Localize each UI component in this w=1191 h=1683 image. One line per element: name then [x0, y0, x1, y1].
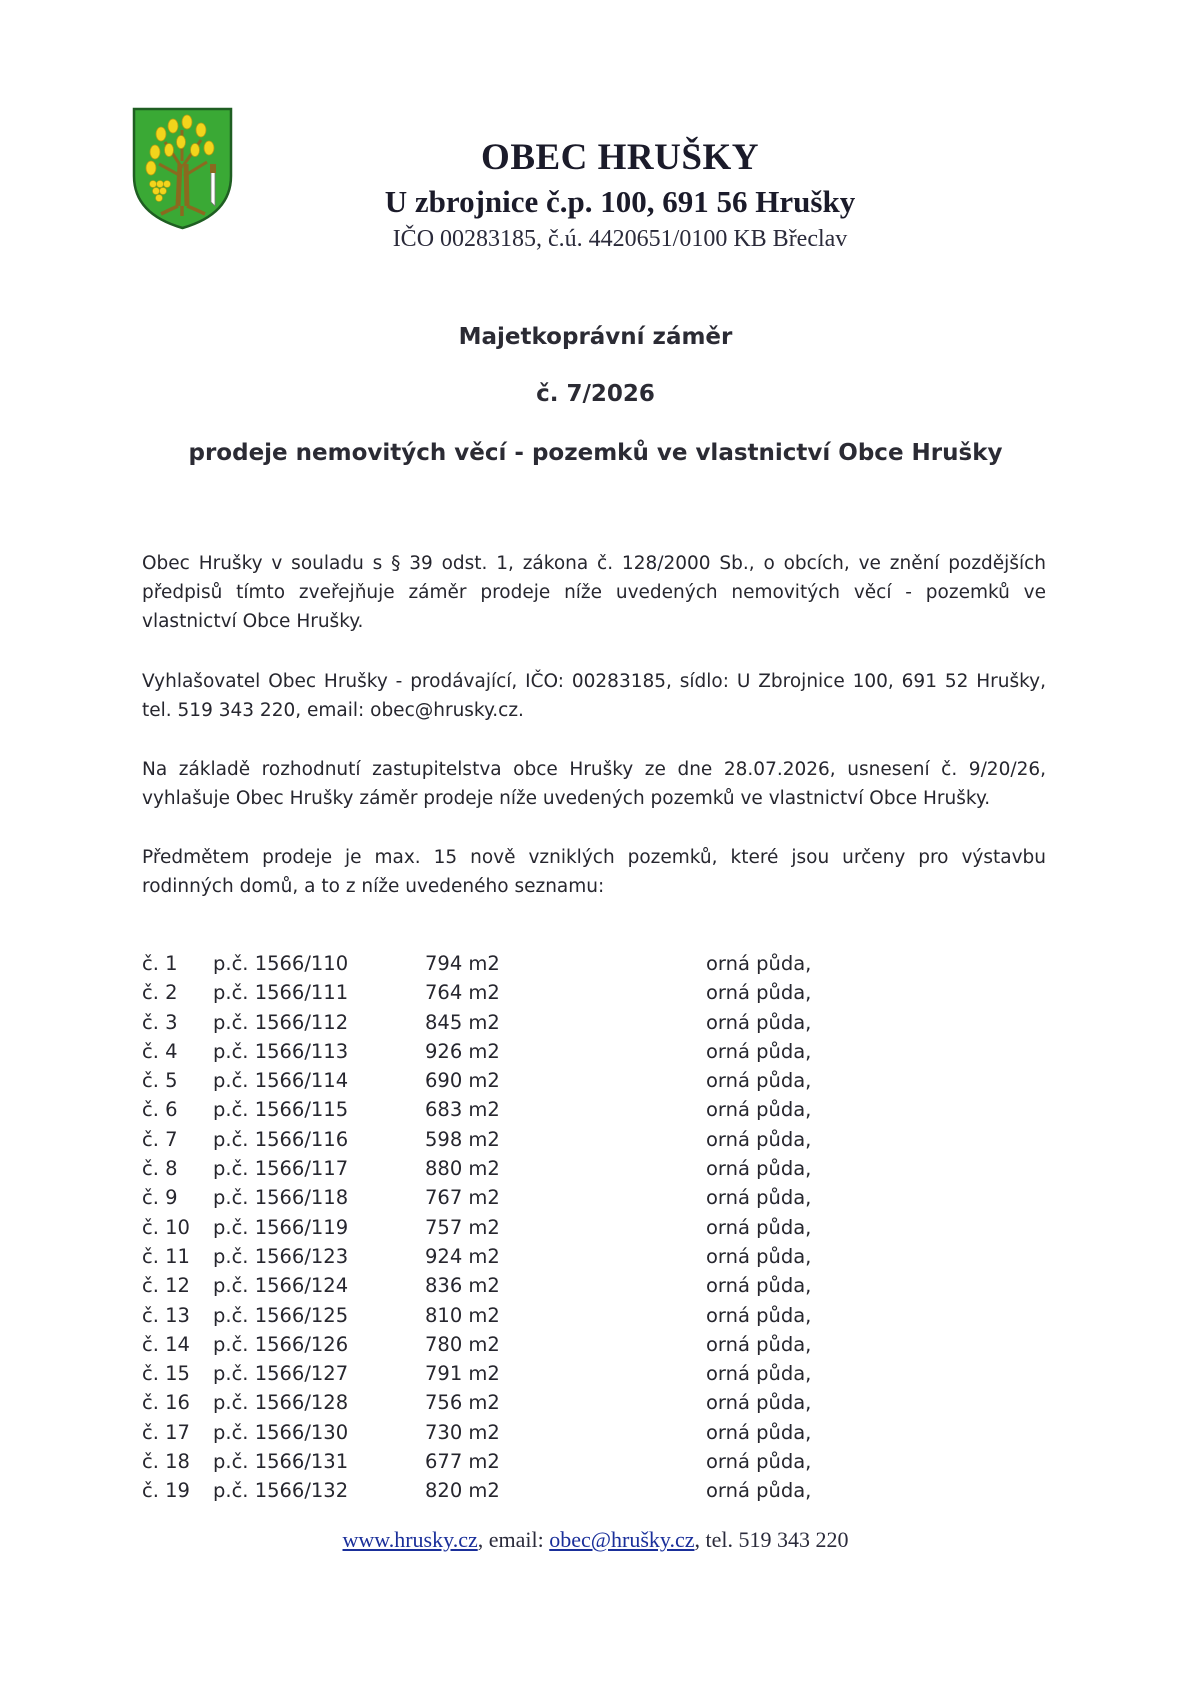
parcel-land-type: orná půda,: [706, 1450, 812, 1474]
parcel-cadastral-id: p.č. 1566/126: [213, 1332, 349, 1356]
document-number: č. 7/2026: [536, 381, 655, 407]
parcel-land-type: orná půda,: [706, 1098, 812, 1122]
paragraph-announcer: Vyhlašovatel Obec Hrušky - prodávající, IČO: 00283185, sídlo: U Zbrojnice 100, 691 52 Hrušky, tel. 519 343 220, email: obec@hrusky.cz.: [142, 671, 1046, 721]
municipality-ids: IČO 00283185, č.ú. 4420651/0100 KB Břeclav: [392, 226, 848, 252]
parcel-row: [142, 981, 862, 1010]
parcel-area: 730 m2: [425, 1420, 500, 1444]
parcel-cadastral-id: p.č. 1566/119: [213, 1215, 349, 1239]
parcel-number: č. 10: [142, 1215, 190, 1239]
parcel-row: [142, 1304, 862, 1333]
parcel-land-type: orná půda,: [706, 1010, 812, 1034]
parcel-cadastral-id: p.č. 1566/127: [213, 1362, 349, 1386]
parcel-number: č. 1: [142, 952, 178, 975]
parcel-area: 683 m2: [425, 1098, 500, 1122]
parcel-land-type: orná půda,: [706, 1479, 812, 1503]
parcel-row: [142, 1186, 862, 1215]
parcel-row: [142, 1421, 862, 1450]
parcel-land-type: orná půda,: [706, 952, 812, 975]
parcel-area: 926 m2: [425, 1039, 500, 1063]
parcel-number: č. 9: [142, 1186, 178, 1210]
parcel-number: č. 12: [142, 1274, 190, 1298]
parcel-row: [142, 1362, 862, 1391]
parcel-area: 764 m2: [425, 981, 500, 1005]
parcel-cadastral-id: p.č. 1566/124: [213, 1274, 349, 1298]
parcel-area: 677 m2: [425, 1450, 500, 1474]
parcel-number: č. 8: [142, 1157, 178, 1181]
document-subject: prodeje nemovitých věcí - pozemků ve vlastnictví Obce Hrušky: [188, 440, 1003, 466]
parcel-number: č. 14: [142, 1332, 190, 1356]
parcel-area: 810 m2: [425, 1303, 500, 1327]
parcel-number: č. 2: [142, 981, 178, 1005]
parcel-cadastral-id: p.č. 1566/112: [213, 1010, 349, 1034]
parcel-cadastral-id: p.č. 1566/130: [213, 1420, 349, 1444]
parcel-land-type: orná půda,: [706, 1332, 812, 1356]
parcel-list: [142, 952, 862, 1509]
parcel-cadastral-id: p.č. 1566/113: [213, 1039, 349, 1063]
parcel-land-type: orná půda,: [706, 1244, 812, 1268]
parcel-number: č. 6: [142, 1098, 178, 1122]
parcel-land-type: orná půda,: [706, 1362, 812, 1386]
parcel-land-type: orná půda,: [706, 981, 812, 1005]
parcel-row: [142, 1040, 862, 1069]
parcel-land-type: orná půda,: [706, 1391, 812, 1415]
parcel-area: 880 m2: [425, 1157, 500, 1181]
footer-email-label: , email:: [477, 1527, 550, 1552]
parcel-row: [142, 1128, 862, 1157]
paragraph-sale-subject: Předmětem prodeje je max. 15 nově vzniklých pozemků, které jsou určeny pro výstavbu rodinných domů, a to z níže uvedeného seznamu:: [142, 847, 1046, 897]
parcel-number: č. 17: [142, 1420, 190, 1444]
parcel-land-type: orná půda,: [706, 1274, 812, 1298]
parcel-number: č. 13: [142, 1303, 190, 1327]
parcel-number: č. 5: [142, 1069, 178, 1093]
parcel-number: č. 18: [142, 1450, 190, 1474]
parcel-cadastral-id: p.č. 1566/114: [213, 1069, 349, 1093]
parcel-cadastral-id: p.č. 1566/131: [213, 1450, 349, 1474]
parcel-land-type: orná půda,: [706, 1186, 812, 1210]
parcel-cadastral-id: p.č. 1566/116: [213, 1127, 349, 1151]
parcel-cadastral-id: p.č. 1566/118: [213, 1186, 349, 1210]
parcel-number: č. 16: [142, 1391, 190, 1415]
parcel-cadastral-id: p.č. 1566/123: [213, 1244, 349, 1268]
parcel-row: [142, 1245, 862, 1274]
parcel-number: č. 7: [142, 1127, 178, 1151]
parcel-row: [142, 1157, 862, 1186]
parcel-land-type: orná půda,: [706, 1127, 812, 1151]
parcel-row: [142, 1333, 862, 1362]
parcel-cadastral-id: p.č. 1566/115: [213, 1098, 349, 1122]
paragraph-council-decision: Na základě rozhodnutí zastupitelstva obce Hrušky ze dne 28.07.2026, usnesení č. 9/20/26, vyhlašuje Obec Hrušky záměr prodeje níže uvedených pozemků ve vlastnictví Obce Hrušky.: [142, 759, 1046, 809]
parcel-area: 794 m2: [425, 952, 500, 975]
parcel-area: 598 m2: [425, 1127, 500, 1151]
parcel-row: [142, 1216, 862, 1245]
paragraph-legal-basis: Obec Hrušky v souladu s § 39 odst. 1, zákona č. 128/2000 Sb., o obcích, ve znění pozdějších předpisů tímto zveřejňuje záměr prodeje níže uvedených nemovitých věcí - pozemků ve vlastnictví Obce Hrušky.: [142, 553, 1046, 632]
parcel-cadastral-id: p.č. 1566/117: [213, 1157, 349, 1181]
parcel-area: 690 m2: [425, 1069, 500, 1093]
parcel-row: [142, 952, 862, 981]
parcel-number: č. 4: [142, 1039, 178, 1063]
footer-contact: [0, 1527, 1191, 1553]
parcel-area: 756 m2: [425, 1391, 500, 1415]
parcel-area: 845 m2: [425, 1010, 500, 1034]
parcel-row: [142, 1391, 862, 1420]
parcel-cadastral-id: p.č. 1566/111: [213, 981, 349, 1005]
parcel-cadastral-id: p.č. 1566/132: [213, 1479, 349, 1503]
parcel-area: 820 m2: [425, 1479, 500, 1503]
parcel-area: 757 m2: [425, 1215, 500, 1239]
parcel-land-type: orná půda,: [706, 1215, 812, 1239]
parcel-row: [142, 1274, 862, 1303]
parcel-land-type: orná půda,: [706, 1420, 812, 1444]
coat-of-arms-icon: [131, 106, 234, 231]
document-title: Majetkoprávní záměr: [458, 324, 733, 350]
parcel-land-type: orná půda,: [706, 1303, 812, 1327]
municipality-name: OBEC HRUŠKY: [481, 137, 759, 178]
parcel-area: 924 m2: [425, 1244, 500, 1268]
parcel-land-type: orná půda,: [706, 1039, 812, 1063]
parcel-row: [142, 1098, 862, 1127]
parcel-land-type: orná půda,: [706, 1157, 812, 1181]
parcel-number: č. 11: [142, 1244, 190, 1268]
footer-phone: , tel. 519 343 220: [694, 1527, 849, 1552]
municipality-address: U zbrojnice č.p. 100, 691 56 Hrušky: [384, 184, 856, 219]
parcel-number: č. 15: [142, 1362, 190, 1386]
footer-email-link[interactable]: obec@hrušky.cz: [549, 1527, 695, 1552]
parcel-row: [142, 1479, 862, 1508]
parcel-area: 767 m2: [425, 1186, 500, 1210]
parcel-row: [142, 1450, 862, 1479]
parcel-cadastral-id: p.č. 1566/110: [213, 952, 349, 975]
parcel-area: 791 m2: [425, 1362, 500, 1386]
parcel-row: [142, 1069, 862, 1098]
parcel-land-type: orná půda,: [706, 1069, 812, 1093]
parcel-cadastral-id: p.č. 1566/125: [213, 1303, 349, 1327]
parcel-area: 780 m2: [425, 1332, 500, 1356]
footer-website-link[interactable]: www.hrusky.cz: [342, 1527, 478, 1552]
parcel-cadastral-id: p.č. 1566/128: [213, 1391, 349, 1415]
parcel-number: č. 19: [142, 1479, 190, 1503]
parcel-area: 836 m2: [425, 1274, 500, 1298]
parcel-number: č. 3: [142, 1010, 178, 1034]
parcel-row: [142, 1011, 862, 1040]
